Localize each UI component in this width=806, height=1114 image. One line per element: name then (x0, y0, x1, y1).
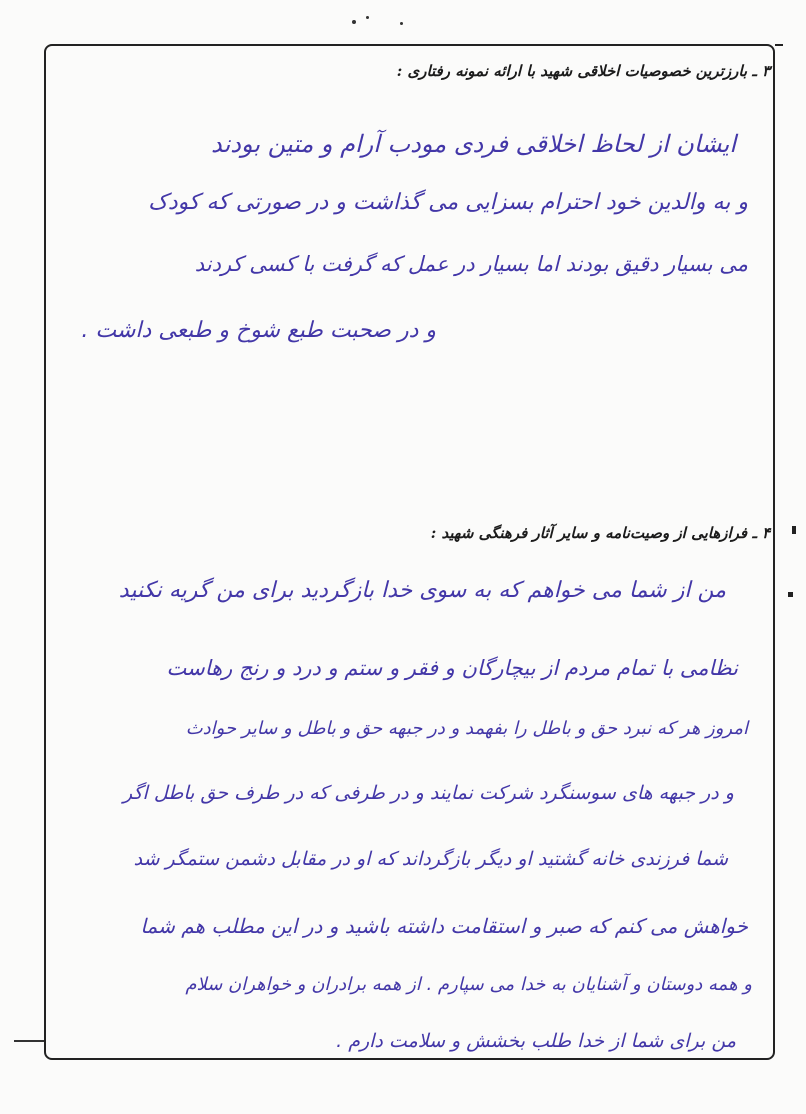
section-4-handwritten-line: من برای شما از خدا طلب بخشش و سلامت دارم . (336, 1030, 736, 1052)
scan-speck (366, 16, 369, 19)
section-4-handwritten-line: نظامی با تمام مردم از بیچارگان و فقر و ستم و درد و رنج رهاست (166, 656, 738, 680)
section-3-handwritten-line: و به والدین خود احترام بسزایی می گذاشت و در صورتی که کودک (148, 190, 748, 215)
section-4-heading: ۴ ـ فرازهایی از وصیت‌نامه و سایر آثار فرهنگی شهید : (430, 524, 770, 542)
section-3-handwritten-line: ایشان از لحاظ اخلاقی فردی مودب آرام و متین بودند (211, 130, 736, 158)
section-4-handwritten-line: خواهش می کنم که صبر و استقامت داشته باشید و در این مطلب هم شما (140, 914, 748, 938)
section-4-handwritten-line: شما فرزندی خانه گشتید او دیگر بازگرداند که او در مقابل دشمن ستمگر شد (133, 848, 728, 870)
section-4-handwritten-line: امروز هر که نبرد حق و باطل را بفهمد و در جبهه حق و باطل و سایر حوادث (185, 718, 748, 739)
section-4-handwritten-line: و در جبهه های سوسنگرد شرکت نمایند و در طرفی که در طرف حق باطل اگر (123, 782, 734, 804)
section-3-handwritten-line: می بسیار دقیق بودند اما بسیار در عمل که گرفت با کسی کردند (194, 252, 748, 276)
section-3-handwritten-line: و در صحبت طبع شوخ و طبعی داشت . (81, 318, 436, 343)
margin-mark (788, 592, 793, 597)
section-4-handwritten-line: من از شما می خواهم که به سوی خدا بازگردید برای من گریه نکنید (118, 578, 726, 603)
section-4-handwritten-line: و همه دوستان و آشنایان به خدا می سپارم . از همه برادران و خواهران سلام (185, 974, 752, 995)
scan-speck (400, 22, 403, 25)
margin-mark (792, 526, 796, 534)
border-corner-mark (775, 44, 783, 46)
section-3-heading: ۳ ـ بارزترین خصوصیات اخلاقی شهید با ارائه نمونه رفتاری : (396, 62, 770, 80)
margin-mark (14, 1040, 44, 1042)
scan-speck (352, 20, 356, 24)
